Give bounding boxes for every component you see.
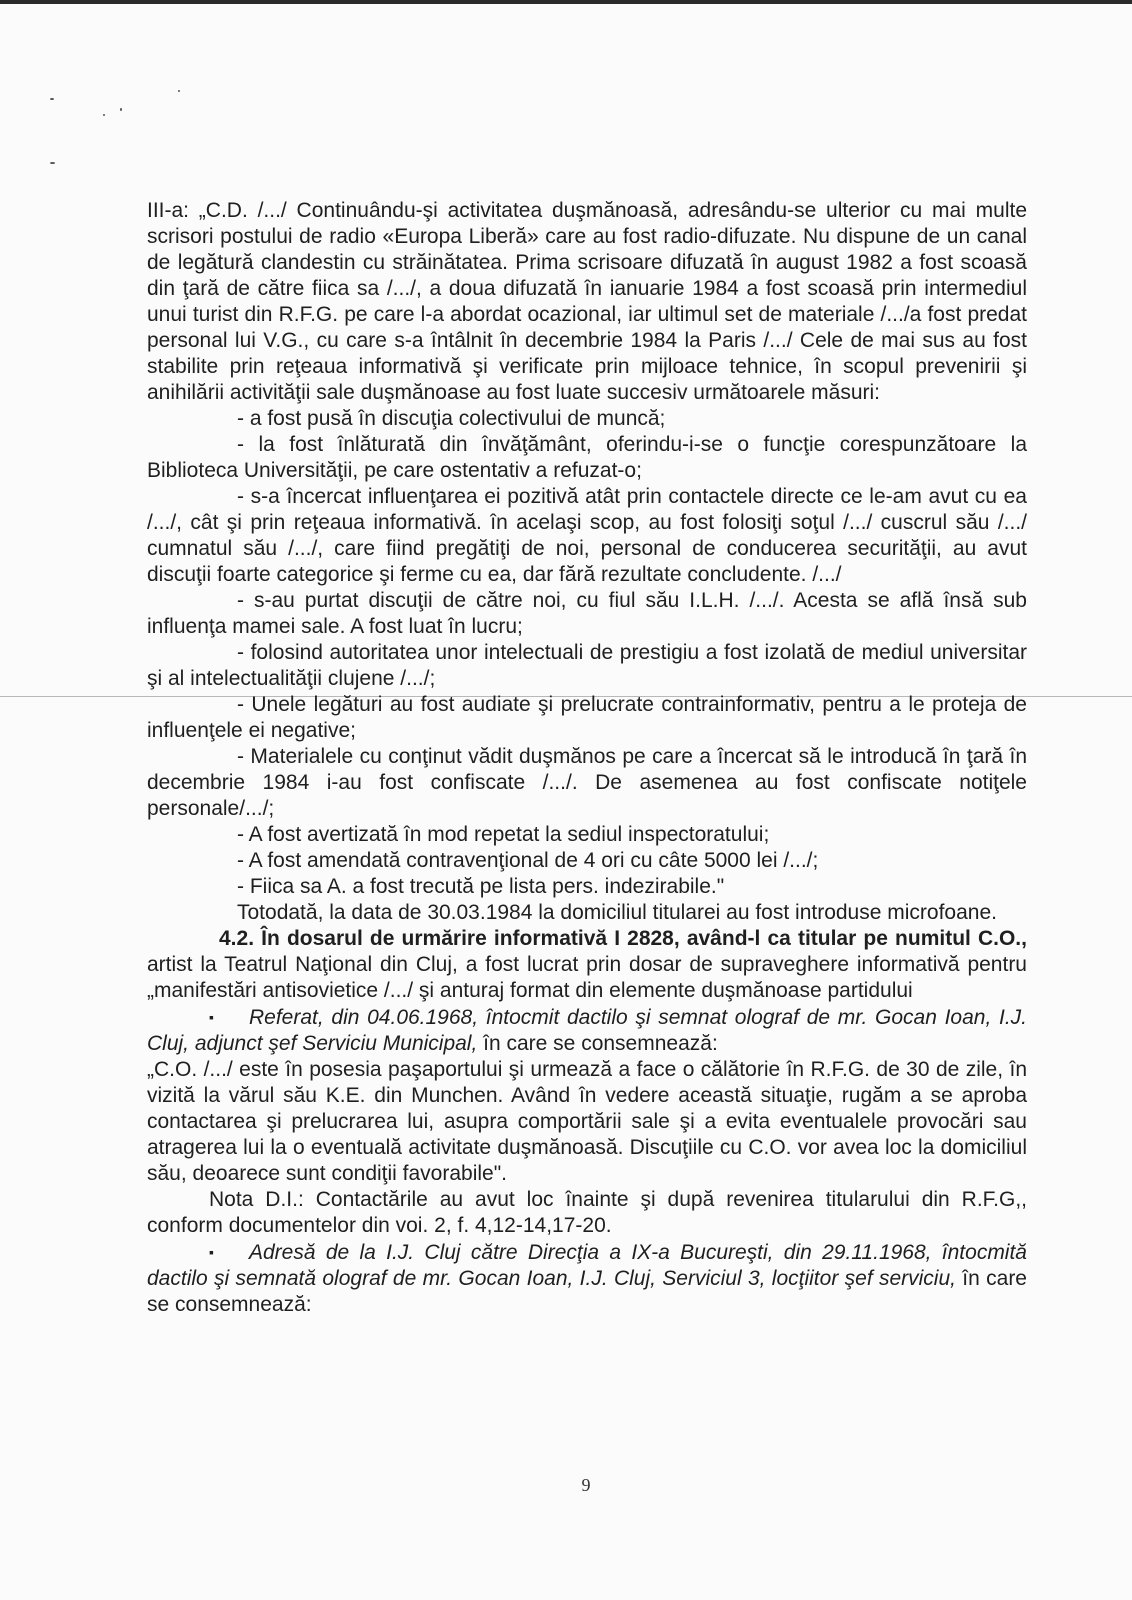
paragraph: - Unele legături au fost audiate şi prelucrate contrainformativ, pentru a le proteja de influenţele ei negative; — [147, 693, 1027, 742]
paragraph: - a fost pusă în discuţia colectivului de muncă; — [237, 407, 666, 430]
scan-speck — [120, 108, 122, 111]
paragraph: - A fost amendată contravenţional de 4 ori cu câte 5000 lei /.../; — [237, 849, 819, 872]
body-text — [147, 198, 1027, 1318]
paragraph: - A fost avertizată în mod repetat la sediul inspectoratului; — [237, 823, 770, 846]
page-number: 9 — [581, 1475, 591, 1495]
section-number: 4.2. — [219, 927, 255, 950]
paragraph: - s-a încercat influenţarea ei pozitivă atât prin contactele directe ce le-am avut cu ea /.../, cât şi prin reţeaua informativă. în acelaşi scop, au fost folosiţi soţul /.../ cuscrul său /.../ cumnatul său /.../, care fiind pregătiţi de noi, personal de conducerea securităţii, au avut discuţii foarte categorice şi ferme cu ea, dar fără rezultate concludente. /.../ — [147, 485, 1027, 586]
bullet-italic: Referat, din 04.06.1968, întocmit dactilo şi semnat olograf de mr. Gocan Ioan, I.J. Cluj, adjunct şef Serviciu Municipal, — [147, 1006, 1027, 1055]
scan-top-edge — [0, 0, 1132, 4]
square-bullet-icon: ▪ — [209, 1244, 214, 1260]
bullet-rest: în care se consemnează: — [477, 1032, 718, 1055]
bullet-rest: în care se consemnează: — [147, 1267, 1027, 1316]
scan-speck — [103, 114, 105, 116]
paragraph: - la fost înlăturată din învăţământ, oferindu-i-se o funcţie corespunzătoare la Biblioteca Universităţii, pe care ostentativ a refuzat-o; — [147, 433, 1027, 482]
paragraph: - Materialele cu conţinut vădit duşmănos pe care a încercat să le introducă în ţară în decembrie 1984 i-au fost confiscate /.../. De asemenea au fost confiscate notiţele personale/.../; — [147, 745, 1027, 820]
scan-speck — [178, 90, 180, 92]
scan-speck — [50, 162, 55, 164]
paragraph: - Fiica sa A. a fost trecută pe lista pers. indezirabile." — [237, 875, 725, 898]
note: Nota D.I.: Contactările au avut loc înainte şi după revenirea titularului din R.F.G,, conform documentelor din voi. 2, f. 4,12-14,17-20. — [147, 1188, 1027, 1237]
paragraph: III-a: „C.D. /.../ Continuându-şi activitatea duşmănoasă, adresându-se ulterior cu mai multe scrisori postului de radio «Europa Liberă» care au fost radio-difuzate. Nu dispune de un canal de legătură clandestin cu străinătatea. Prima scrisoare difuzată în august 1982 a fost scoasă din ţară de către fiica sa /.../, a doua difuzată în ianuarie 1984 a fost scoasă prin intermediul unui turist din R.F.G. pe care l-a abordat ocazional, iar ultimul set de materiale /.../a fost predat personal lui V.G., cu care s-a întâlnit în decembrie 1984 la Paris /.../ Cele de mai sus au fost stabilite prin reţeaua informativă şi verificate prin mijloace tehnice, în scopul prevenirii şi anihilării activităţii sale duşmănoase au fost luate succesiv următoarele măsuri: — [147, 199, 1027, 404]
scan-speck — [50, 98, 54, 100]
bullet-italic: Adresă de la I.J. Cluj către Direcţia a IX-a Bucureşti, din 29.11.1968, întocmită dactilo şi semnată olograf de mr. Gocan Ioan, I.J. Cluj, Serviciul 3, locţiitor şef serviciu, — [147, 1241, 1027, 1290]
paragraph: - s-au purtat discuţii de către noi, cu fiul său I.L.H. /.../. Acesta se află însă sub influenţa mamei sale. A fost luat în lucru; — [147, 589, 1027, 638]
section-heading-bold: În dosarul de urmărire informativă I 2828, având-l ca titular pe numitul C.O., — [261, 927, 1027, 950]
bullet-item — [147, 1004, 1027, 1057]
bullet-item — [147, 1239, 1027, 1318]
quote: „C.O. /.../ este în posesia paşaportului şi urmează a face o călătorie în R.F.G. de 30 de zile, în vizită la vărul său K.E. din Munchen. Având în vedere această situaţie, rugăm a se aproba contactarea şi prelucrarea lui, asupra comportării sale şi a evita eventualele provocări sau atragerea lui la o eventuală activitate duşmănoasă. Discuţiile cu C.O. vor avea loc la domiciliul său, deoarece sunt condiţii favorabile". — [147, 1058, 1027, 1185]
square-bullet-icon: ▪ — [209, 1009, 214, 1025]
paragraph: - folosind autoritatea unor intelectuali de prestigiu a fost izolată de mediul universitar şi al intelectualităţii clujene /.../; — [147, 641, 1027, 690]
section-heading — [147, 926, 1027, 1004]
section-heading-rest: artist la Teatrul Naţional din Cluj, a fost lucrat prin dosar de supraveghere informativă pentru „manifestări antisovietice /.../ şi anturaj format din elemente duşmănoase partidului — [147, 953, 1027, 1002]
paragraph: Totodată, la data de 30.03.1984 la domiciliul titularei au fost introduse microfoane. — [237, 901, 997, 924]
